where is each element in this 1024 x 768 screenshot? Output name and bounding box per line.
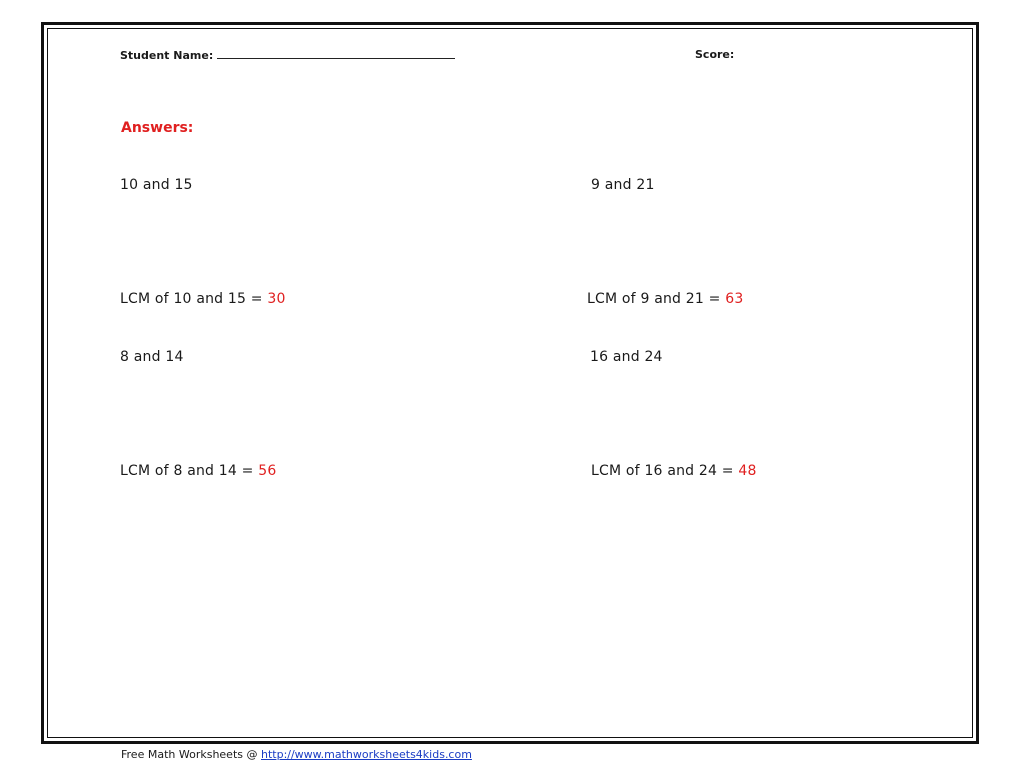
problem-4-answer-text: LCM of 16 and 24 =: [591, 463, 739, 479]
footer: [121, 748, 472, 761]
student-name-label: Student Name:: [120, 49, 214, 62]
problem-2-answer-text: LCM of 9 and 21 =: [587, 291, 726, 307]
problem-3-answer: [120, 463, 276, 479]
footer-link[interactable]: http://www.mathworksheets4kids.com: [260, 748, 472, 761]
score-label: Score:: [695, 48, 735, 61]
problem-1-answer-value: 30: [267, 291, 286, 307]
problem-3-answer-value: 56: [258, 463, 277, 479]
problem-1-answer: [120, 291, 286, 307]
problem-4-question: 16 and 24: [590, 349, 663, 365]
answers-heading: Answers:: [121, 120, 194, 136]
problem-3-question: 8 and 14: [120, 349, 184, 365]
student-name-field: [120, 48, 455, 62]
problem-1-answer-text: LCM of 10 and 15 =: [120, 291, 268, 307]
student-name-blank-line: [217, 48, 455, 59]
problem-2-answer-value: 63: [725, 291, 744, 307]
problem-4-answer-value: 48: [738, 463, 757, 479]
problem-4-answer: [591, 463, 757, 479]
footer-text: Free Math Worksheets @: [121, 748, 261, 761]
problem-2-question: 9 and 21: [591, 177, 655, 193]
problem-1-question: 10 and 15: [120, 177, 193, 193]
problem-3-answer-text: LCM of 8 and 14 =: [120, 463, 259, 479]
problem-2-answer: [587, 291, 743, 307]
